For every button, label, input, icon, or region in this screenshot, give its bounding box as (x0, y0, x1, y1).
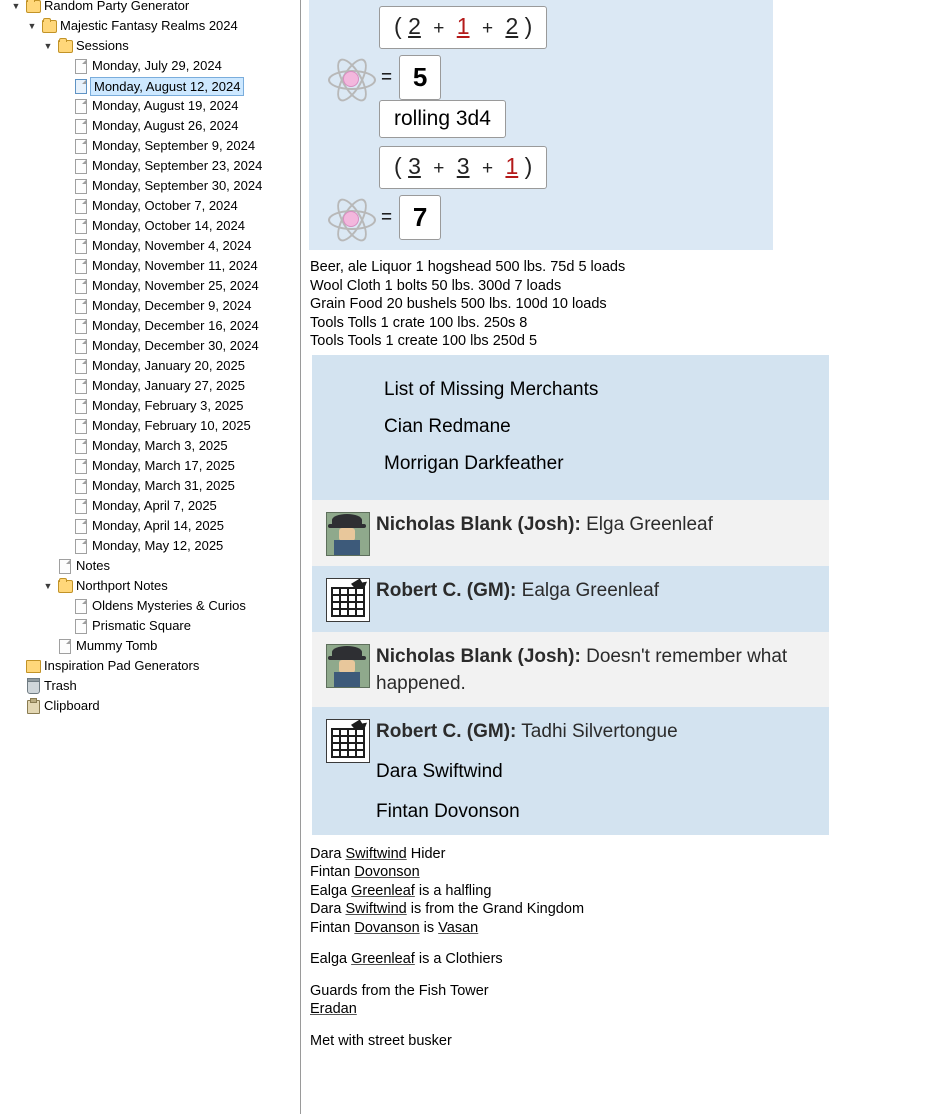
cargo-line: Beer, ale Liquor 1 hogshead 500 lbs. 75d 5 loads (310, 259, 626, 275)
folder-icon (56, 576, 74, 596)
chat-text: Tadhi Silvertongue (516, 720, 678, 742)
document-icon (72, 316, 90, 336)
tree-item[interactable] (0, 196, 300, 216)
document-icon (72, 76, 90, 96)
tree-item[interactable] (0, 416, 300, 436)
tree-item[interactable] (0, 436, 300, 456)
chat-extra-line: Fintan Dovonson (376, 800, 520, 822)
chat-speaker: Robert C. (GM): (376, 579, 517, 601)
session-notes (304, 835, 925, 1055)
tree-item-label: Monday, March 17, 2025 (92, 458, 235, 473)
document-icon (72, 216, 90, 236)
document-icon (72, 136, 90, 156)
document-icon (72, 196, 90, 216)
wizard-avatar (326, 512, 370, 556)
dice-label-row (309, 100, 773, 138)
tree-item-label: Monday, January 20, 2025 (92, 358, 245, 373)
document-icon (72, 116, 90, 136)
dice-result-row-2 (309, 195, 773, 240)
note-line: Guards from the Fish Tower (310, 982, 489, 999)
document-icon (72, 296, 90, 316)
tree-item[interactable] (0, 36, 300, 56)
tree-item[interactable] (0, 16, 300, 36)
tree-item[interactable] (0, 56, 300, 76)
chat-body (376, 510, 829, 538)
tree-item-label: Notes (76, 558, 110, 573)
tree-item-label: Monday, August 26, 2024 (92, 118, 239, 133)
merchant-name: Morrigan Darkfeather (384, 452, 564, 474)
chevron-down-icon[interactable]: ▼ (27, 21, 37, 31)
tree-item[interactable] (0, 516, 300, 536)
tree-item-label: Monday, October 7, 2024 (92, 198, 238, 213)
dice-total-2: 7 (399, 195, 441, 240)
document-icon (72, 596, 90, 616)
tree-item[interactable] (0, 296, 300, 316)
tree-item-label: Prismatic Square (92, 618, 191, 633)
tree-item[interactable] (0, 636, 300, 656)
note-line: Eradan (310, 1001, 357, 1017)
tree-item[interactable] (0, 676, 300, 696)
tree-item-label: Monday, April 7, 2025 (92, 498, 217, 513)
tree-item-label: Monday, July 29, 2024 (92, 58, 222, 73)
document-icon (72, 456, 90, 476)
tree-item[interactable] (0, 116, 300, 136)
tree-item[interactable] (0, 596, 300, 616)
gm-avatar (326, 578, 370, 622)
document-icon (72, 276, 90, 296)
tree-item-label: Monday, December 9, 2024 (92, 298, 252, 313)
note-line: Ealga Greenleaf is a Clothiers (310, 951, 503, 967)
document-icon (72, 416, 90, 436)
tree-item-label: Monday, November 11, 2024 (92, 258, 258, 273)
avatar (320, 510, 376, 556)
document-icon (72, 156, 90, 176)
tree-item-label: Monday, February 3, 2025 (92, 398, 244, 413)
chat-body (376, 717, 829, 825)
clipboard-icon (24, 696, 42, 716)
document-icon (72, 436, 90, 456)
chevron-down-icon[interactable]: ▼ (11, 1, 21, 11)
chat-log (304, 500, 925, 835)
note-line: Dara Swiftwind Hider (310, 845, 446, 862)
folder-icon (40, 16, 58, 36)
tree-item[interactable] (0, 216, 300, 236)
cargo-list (304, 250, 925, 355)
cargo-line: Grain Food 20 bushels 500 lbs. 100d 10 loads (310, 296, 607, 312)
generator-folder-icon (24, 656, 42, 676)
tree-item-label: Monday, March 31, 2025 (92, 478, 235, 493)
note-line: Fintan Dovanson is Vasan (310, 919, 479, 936)
dice-formula-2 (379, 146, 773, 189)
project-tree[interactable] (0, 0, 300, 716)
tree-item[interactable] (0, 396, 300, 416)
chat-body (376, 576, 829, 604)
merchants-title: List of Missing Merchants (384, 378, 599, 400)
chat-message (312, 500, 829, 566)
document-icon (72, 356, 90, 376)
tree-item[interactable] (0, 556, 300, 576)
dice-roller-panel (309, 0, 773, 250)
formula-box: ( 2 + 1 + 2 ) (379, 6, 547, 49)
tree-item[interactable] (0, 156, 300, 176)
tree-item-label: Northport Notes (76, 578, 168, 593)
tree-item-label: Monday, January 27, 2025 (92, 378, 245, 393)
document-icon (72, 536, 90, 556)
tree-item[interactable] (0, 696, 300, 716)
tree-item-label: Sessions (76, 38, 129, 53)
dice-total-1: 5 (399, 55, 441, 100)
dice-formula-1 (379, 6, 773, 49)
dice-label: rolling 3d4 (379, 100, 506, 138)
chat-extra-line: Dara Swiftwind (376, 760, 503, 782)
tree-item-label: Monday, April 14, 2025 (92, 518, 225, 533)
trash-icon (24, 676, 42, 696)
cargo-line: Tools Tools 1 create 100 lbs 250d 5 (310, 333, 538, 349)
note-line: Met with street busker (310, 1032, 452, 1049)
merchant-name: Cian Redmane (384, 415, 511, 437)
tree-item-label: Monday, November 4, 2024 (92, 238, 252, 253)
formula-box: ( 3 + 3 + 1 ) (379, 146, 547, 189)
tree-item-label: Mummy Tomb (76, 638, 158, 653)
tree-item-label: Clipboard (44, 698, 100, 713)
chat-speaker: Nicholas Blank (Josh): (376, 513, 581, 535)
tree-item[interactable] (0, 176, 300, 196)
document-icon (72, 176, 90, 196)
tree-item-label: Inspiration Pad Generators (44, 658, 200, 673)
document-icon (72, 236, 90, 256)
tree-item[interactable] (0, 496, 300, 516)
tree-item[interactable] (0, 256, 300, 276)
document-icon (72, 336, 90, 356)
tree-item-label: Monday, August 19, 2024 (92, 98, 239, 113)
atom-icon (321, 196, 379, 240)
document-icon (72, 496, 90, 516)
cargo-line: Tools Tolls 1 crate 100 lbs. 250s 8 (310, 314, 528, 331)
notes-spacer (310, 1019, 925, 1032)
die-value-highlight: 1 (505, 153, 519, 179)
die-value: 3 (456, 153, 470, 179)
tree-item-label: Monday, September 9, 2024 (92, 138, 256, 153)
tree-item-label: Oldens Mysteries & Curios (92, 598, 246, 613)
document-icon (72, 256, 90, 276)
tree-item-label: Monday, September 23, 2024 (92, 158, 263, 173)
tree-item[interactable] (0, 376, 300, 396)
tree-item-label: Monday, August 12, 2024 (90, 77, 244, 96)
equals-sign: = (381, 206, 393, 228)
notes-spacer (310, 937, 925, 950)
document-icon (72, 56, 90, 76)
chat-text: Elga Greenleaf (580, 513, 713, 535)
tree-item-label: Monday, October 14, 2024 (92, 218, 245, 233)
dice-result-row-1 (309, 55, 773, 100)
gm-avatar (326, 719, 370, 763)
avatar (320, 717, 376, 763)
tree-item-label: Monday, March 3, 2025 (92, 438, 228, 453)
chevron-down-icon[interactable]: ▼ (43, 41, 53, 51)
tree-item[interactable] (0, 616, 300, 636)
tree-item-label: Majestic Fantasy Realms 2024 (60, 18, 238, 33)
document-icon (72, 96, 90, 116)
chat-body (376, 642, 829, 697)
chat-message (312, 707, 829, 835)
document-icon (56, 636, 74, 656)
avatar (320, 576, 376, 622)
tree-item-label: Monday, May 12, 2025 (92, 538, 224, 553)
chat-text: Ealga Greenleaf (516, 579, 659, 601)
folder-icon (24, 0, 42, 16)
folder-icon (56, 36, 74, 56)
document-icon (72, 516, 90, 536)
tree-item-label: Monday, December 16, 2024 (92, 318, 259, 333)
tree-item[interactable] (0, 0, 300, 16)
die-value-highlight: 1 (456, 13, 470, 39)
tree-item[interactable] (0, 136, 300, 156)
tree-item[interactable] (0, 576, 300, 596)
chat-speaker: Nicholas Blank (Josh): (376, 645, 581, 667)
tree-item[interactable] (0, 276, 300, 296)
document-icon (72, 376, 90, 396)
tree-item-label: Monday, September 30, 2024 (92, 178, 263, 193)
tree-item-label: Monday, November 25, 2024 (92, 278, 259, 293)
tree-item[interactable] (0, 316, 300, 336)
tree-item-label: Trash (44, 678, 77, 693)
tree-item[interactable] (0, 656, 300, 676)
chat-speaker: Robert C. (GM): (376, 720, 517, 742)
note-line: Ealga Greenleaf is a halfling (310, 882, 492, 899)
atom-icon (321, 56, 379, 100)
tree-item[interactable] (0, 96, 300, 116)
note-line: Dara Swiftwind is from the Grand Kingdom (310, 901, 585, 917)
cargo-line: Wool Cloth 1 bolts 50 lbs. 300d 7 loads (310, 277, 562, 294)
chat-message (312, 566, 829, 632)
die-value: 3 (408, 153, 421, 179)
document-icon (72, 396, 90, 416)
avatar (320, 642, 376, 688)
equals-sign: = (381, 66, 393, 88)
document-icon (56, 556, 74, 576)
note-line: Fintan Dovonson (310, 864, 420, 880)
chat-text: Doesn't remember what happened. (376, 645, 788, 694)
document-icon (72, 616, 90, 636)
tree-item[interactable] (0, 356, 300, 376)
document-icon (72, 476, 90, 496)
missing-merchants-panel (312, 355, 829, 500)
tree-item[interactable] (0, 536, 300, 556)
tree-item[interactable] (0, 476, 300, 496)
wizard-avatar (326, 644, 370, 688)
die-value: 2 (408, 13, 421, 39)
note-content-pane[interactable] (304, 0, 925, 1114)
chat-message (312, 632, 829, 707)
tree-item[interactable] (0, 76, 300, 96)
tree-item[interactable] (0, 336, 300, 356)
notes-spacer (310, 969, 925, 982)
navigation-sidebar[interactable] (0, 0, 300, 1114)
tree-item-label: Monday, February 10, 2025 (92, 418, 251, 433)
tree-item[interactable] (0, 236, 300, 256)
die-value: 2 (505, 13, 519, 39)
tree-item-label: Monday, December 30, 2024 (92, 338, 259, 353)
tree-item[interactable] (0, 456, 300, 476)
chevron-down-icon[interactable]: ▼ (43, 581, 53, 591)
tree-item-label: Random Party Generator (44, 0, 190, 13)
